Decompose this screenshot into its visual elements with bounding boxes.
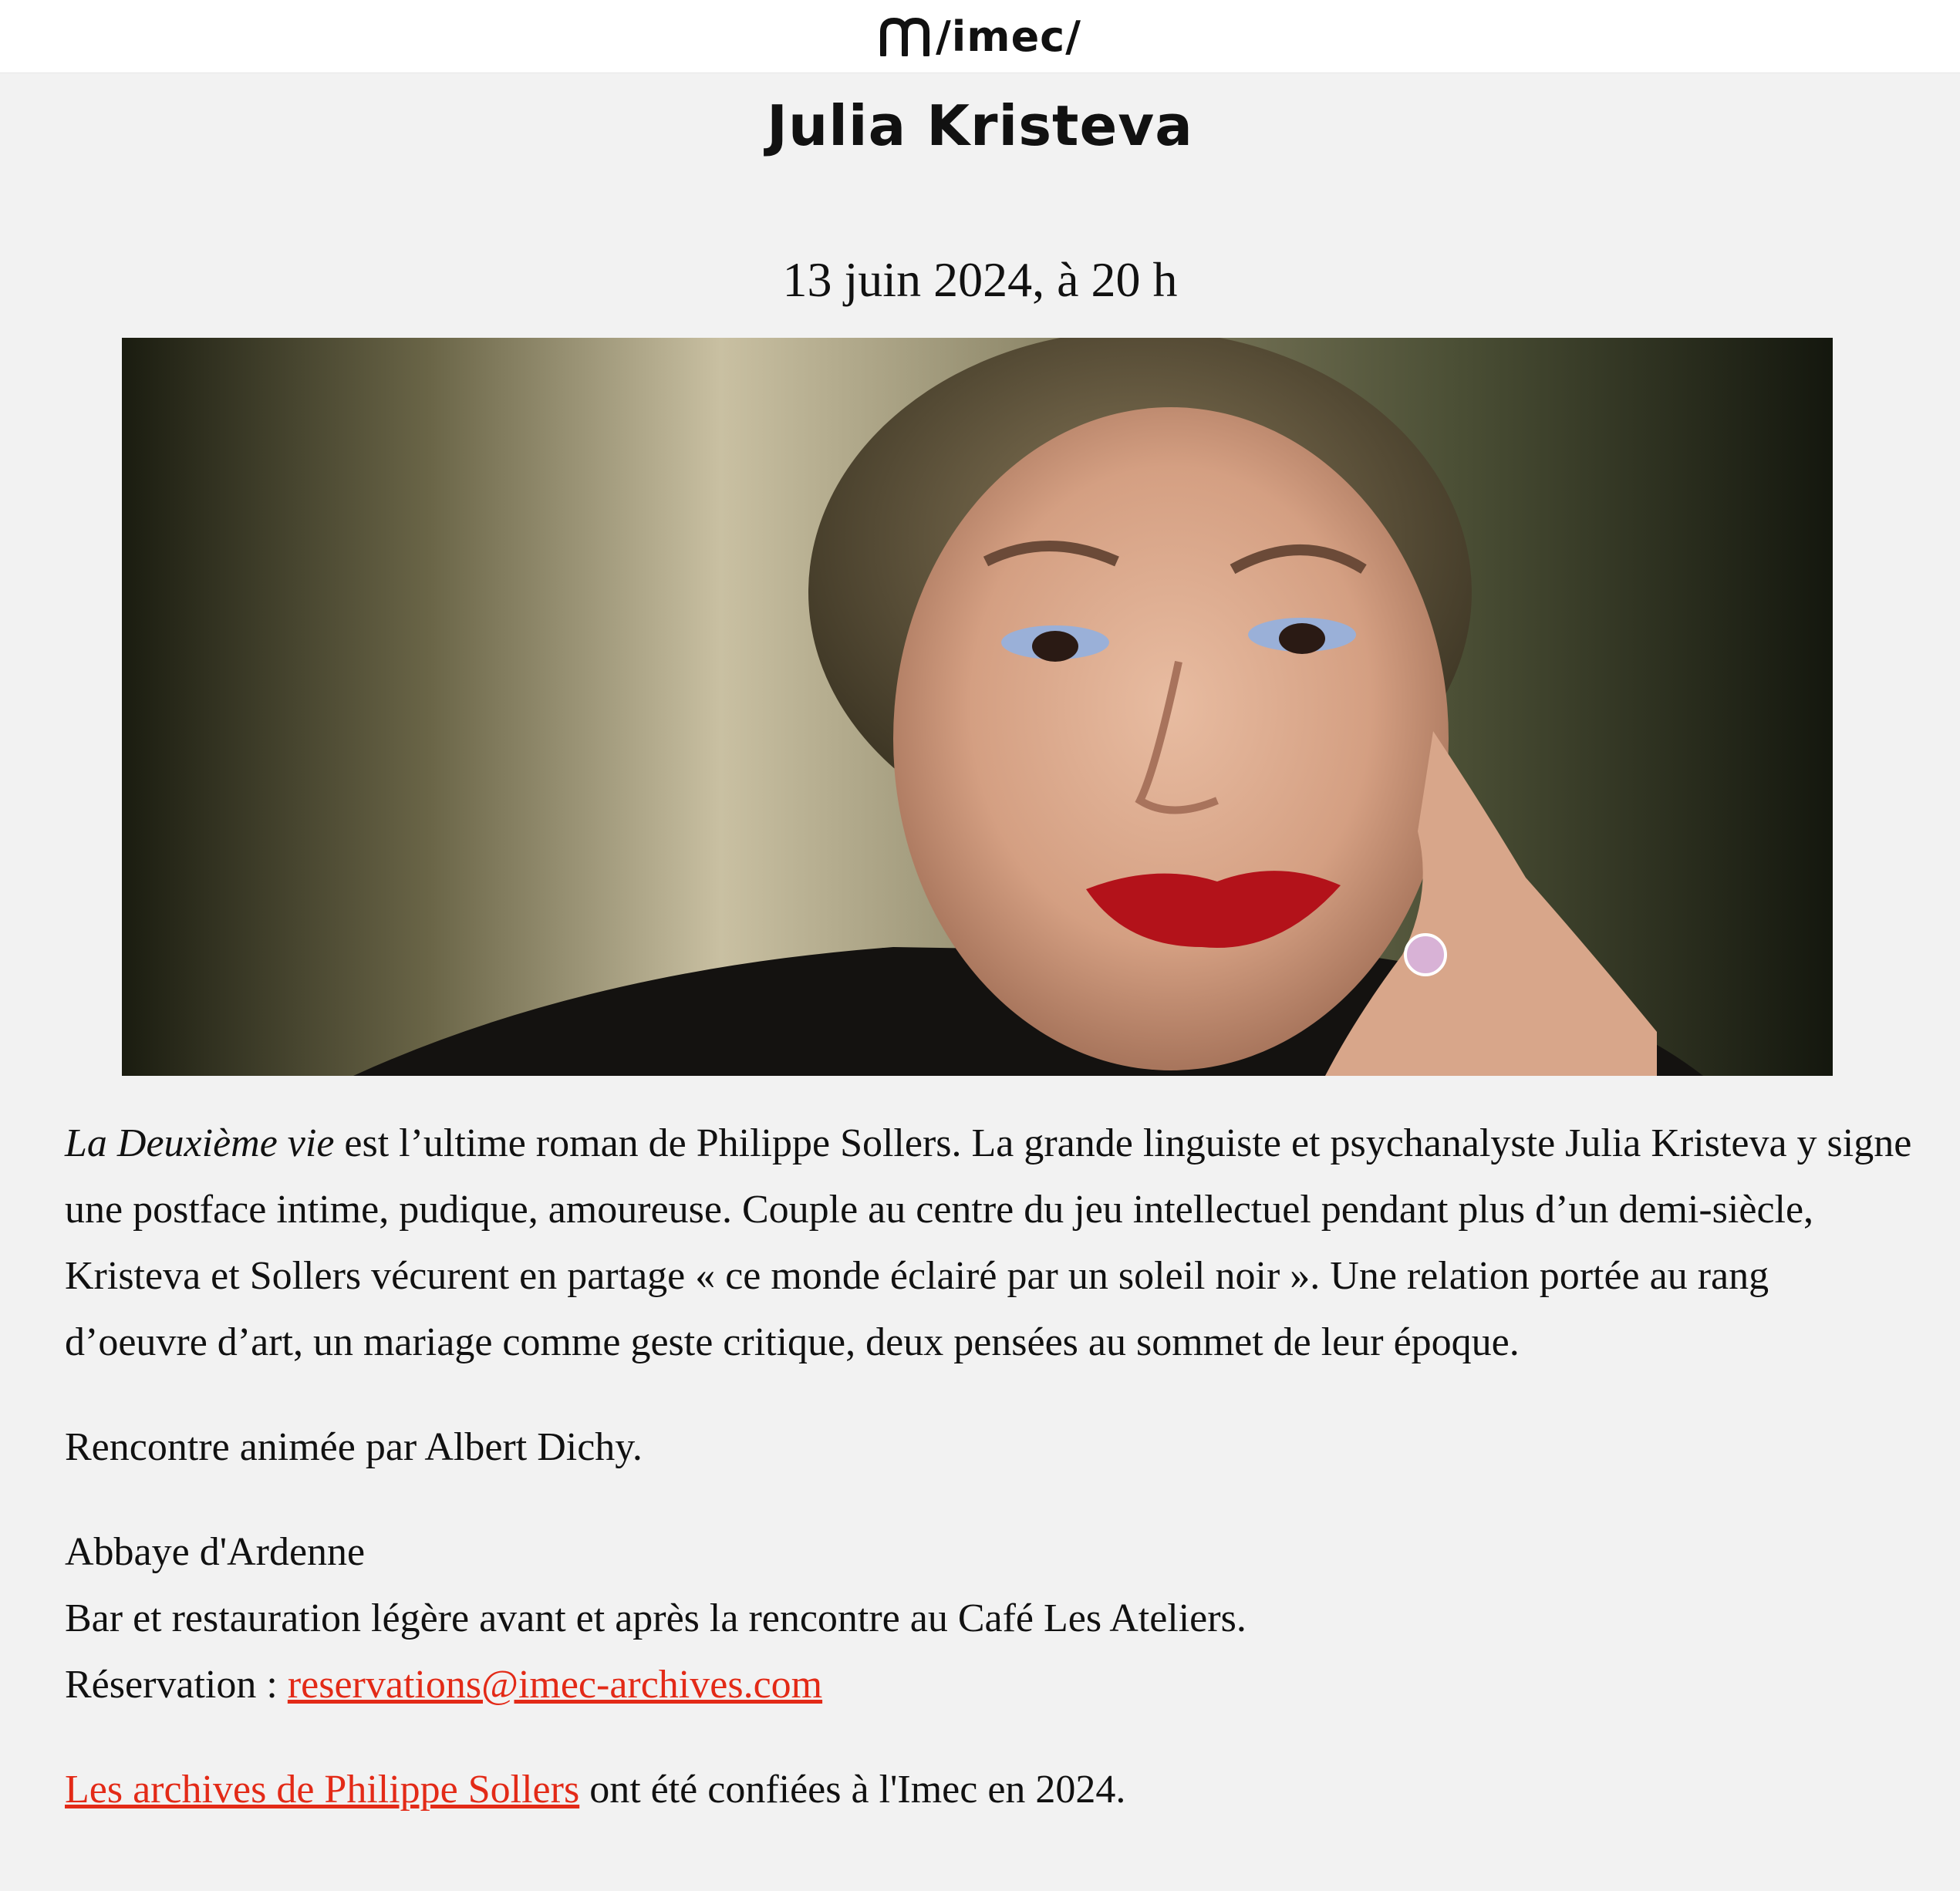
page-title: Julia Kristeva xyxy=(767,93,1193,158)
portrait-photo xyxy=(122,338,1833,1076)
event-description xyxy=(65,1111,1916,1376)
m-logo-icon xyxy=(879,16,931,56)
reservation-email-link[interactable]: reservations@imec-archives.com xyxy=(287,1663,823,1707)
description-text: est l’ultime roman de Philippe Sollers. La grande linguiste et psychanalyste Julia Kristeva y signe une postface intime, pudique, amoureuse. Couple au centre du jeu intellectuel pendant plus d’un demi-siècle, Kristeva et Sollers vécurent en partage « ce monde éclairé par un soleil noir ». Une relation portée au rang d’oeuvre d’art, un mariage comme geste critique, deux pensées au sommet de leur époque. xyxy=(65,1121,1912,1364)
reservation-label: Réservation : xyxy=(65,1663,288,1707)
book-title: La Deuxième vie xyxy=(65,1121,335,1165)
hero-image xyxy=(122,338,1833,1076)
logo-text: /imec/ xyxy=(936,12,1081,61)
moderator-line: Rencontre animée par Albert Dichy. xyxy=(65,1425,643,1469)
archives-link[interactable]: Les archives de Philippe Sollers xyxy=(65,1768,580,1812)
archives-rest: ont été confiées à l'Imec en 2024. xyxy=(579,1768,1126,1812)
event-date: 13 juin 2024, à 20 h xyxy=(782,252,1178,307)
venue-block xyxy=(65,1519,1916,1718)
event-content xyxy=(65,1111,1916,1862)
venue-place: Abbaye d'Ardenne xyxy=(65,1530,366,1574)
venue-food: Bar et restauration légère avant et après la rencontre au Café Les Ateliers. xyxy=(65,1596,1247,1640)
top-bar xyxy=(0,0,1960,73)
archives-line xyxy=(65,1757,1916,1823)
imec-logo[interactable] xyxy=(879,12,1081,61)
